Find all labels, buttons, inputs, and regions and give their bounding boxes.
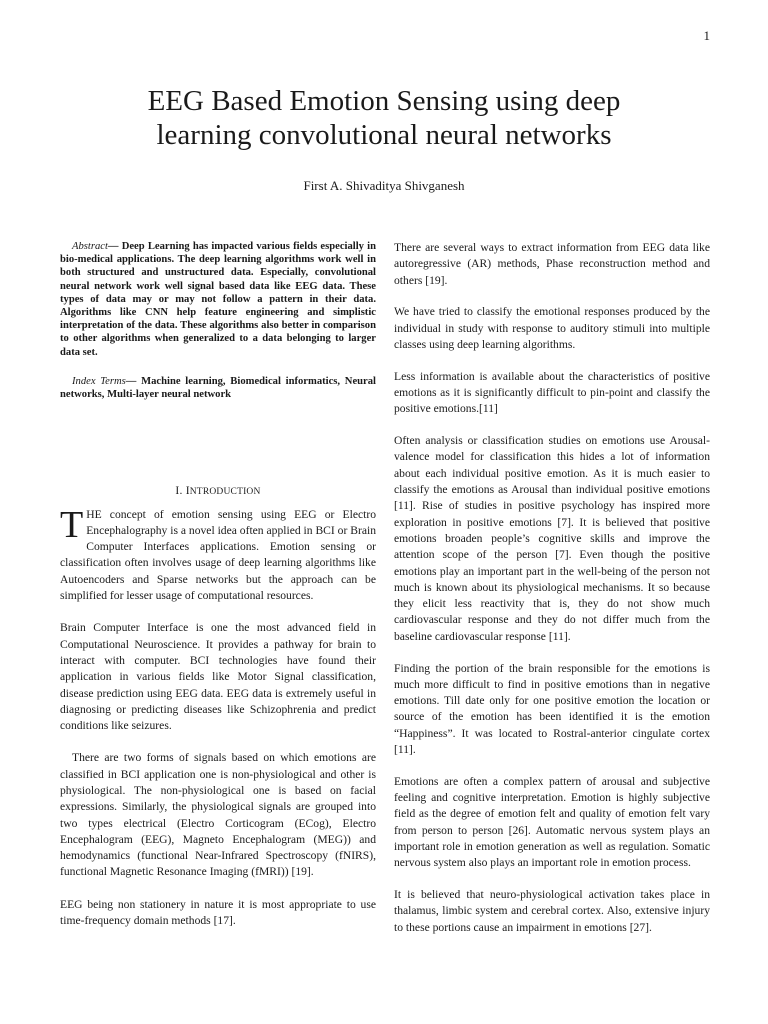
right-paragraph-1: There are several ways to extract information from EEG data like autoregressive (AR) methods, Phase reconstruction method and others [19]. — [394, 241, 710, 287]
index-terms-dash: — — [125, 375, 142, 387]
title-line-1: EEG Based Emotion Sensing using deep — [147, 85, 621, 117]
page-number: 1 — [703, 28, 710, 43]
drop-cap: T — [60, 503, 84, 546]
right-paragraph-4: Often analysis or classification studies on emotions use Arousal- valence model for classification this hides a lot of information about each individual positive emotion. As it is much easier to classify the emotions as Arousal than individual positive emotions [11]. Rise of studies in positive psychology has inspired more exploration in positive emotions [7]. It is believed that positive emotions broaden people’s cognitive skills and improve the attention scope of the person [7]. Even though the positive emotions play an important part in the well-being of the person not much is known about its physiological mechanisms. It so because they elicit less reactivity that is, they do not show much cardiovascular response and they do not differ much from the baseline cardiovascular response [11]. — [394, 434, 710, 643]
index-terms-lead: Index Terms — [72, 375, 126, 387]
right-paragraph-3: Less information is available about the characteristics of positive emotions as it is significantly difficult to pin-point and classify the positive emotions.[11] — [394, 369, 710, 416]
abstract — [60, 240, 376, 359]
intro-paragraph-3: There are two forms of signals based on which emotions are classified in BCI application one is non-physiological and other is physiological. The non-physiological one is based on facial expressions. Similarly, the physiological signals are grouped into two types electrical (Electro Corticogram (ECog), Electro Encephalogram (EEG), Magneto Encephalogram (MEG)) and hemodynamics (functional Near-Infrared Spectroscopy (fNIRS), functional Magnetic Resonance Imaging (fMRI)) [19]. — [60, 751, 376, 879]
section-rest: NTRODUCTION — [189, 487, 261, 498]
section-numeral: I. — [175, 484, 186, 498]
abstract-lead: Abstract — [72, 241, 108, 252]
intro-paragraph-4: EEG being non stationery in nature it is most appropriate to use time-frequency domain methods [17]. — [60, 897, 376, 928]
title-line-2: learning convolutional neural networks — [156, 119, 612, 151]
intro-paragraph-2: Brain Computer Interface is one the most advanced field in Computational Neuroscience. It provides a pathway for brain to interact with computer. BCI technologies have found their application in various fields like Motor Signal classification, disease prediction using EEG data. EEG data is extremely useful in diagnosing or predicting diseases like Schizophrenia and predict conditions like seizures. — [60, 621, 376, 733]
intro-paragraph-1 — [60, 503, 376, 605]
right-paragraph-2: We have tried to classify the emotional responses produced by the individual in study with response to auditory stimuli into multiple classes using deep learning algorithms. — [394, 305, 710, 351]
intro-paragraph-1-body: HE concept of emotion sensing using EEG or Electro Encephalography is a novel idea often applied in BCI or Brain Computer Interfaces applications. Emotion sensing or classification often involves usage of deep learning algorithms like Autoencoders and Sparse networks but the approach can be simplified for lesser usage of computational resources. — [60, 507, 376, 603]
right-paragraph-5: Finding the portion of the brain responsible for the emotions is much more difficult to find in positive emotions than in negative emotions. Till date only for one positive emotion the location or source of the emotion has been identified it is the emotion “Happiness”. It was located to Rostral-anterior cingulate cortex [11]. — [394, 661, 710, 757]
paper-title — [0, 84, 768, 152]
author-line: First A. Shivaditya Shivganesh — [303, 178, 465, 193]
section-heading-introduction — [60, 483, 376, 500]
abstract-dash: — — [107, 241, 122, 252]
right-paragraph-7: It is believed that neuro-physiological activation takes place in thalamus, limbic system and cerebral cortex. Also, extensive injury to these portions cause an impairment in emotions [27]. — [394, 888, 710, 934]
index-terms — [60, 375, 376, 401]
abstract-body: Deep Learning has impacted various fields especially in bio-medical applications. The deep learning algorithms work well in both structured and unstructured data. Especially, convolutional neural network work well signal based data like EEG data. These types of data may or may not follow a pattern in their data. Algorithms like CNN help feature engineering and simplistic interpretation of the data. These algorithms also better in comparison to other algorithms when generalized to a data belonging to larger data set. — [60, 241, 376, 358]
left-column — [60, 240, 376, 945]
section-initial: I — [185, 484, 190, 498]
index-terms-body: Machine learning, Biomedical informatics, Neural networks, Multi-layer neural network — [60, 375, 376, 401]
right-column — [394, 240, 710, 951]
right-paragraph-6: Emotions are often a complex pattern of arousal and subjective feeling and cognitive interpretation. Emotion is highly subjective field as the degree of emotion felt and quality of emotion felt vary from person to person [26]. Automatic nervous system plays an important role in emotion generation as well as regulation. Somatic nervous system also plays an important role in emotion process. — [394, 774, 710, 870]
